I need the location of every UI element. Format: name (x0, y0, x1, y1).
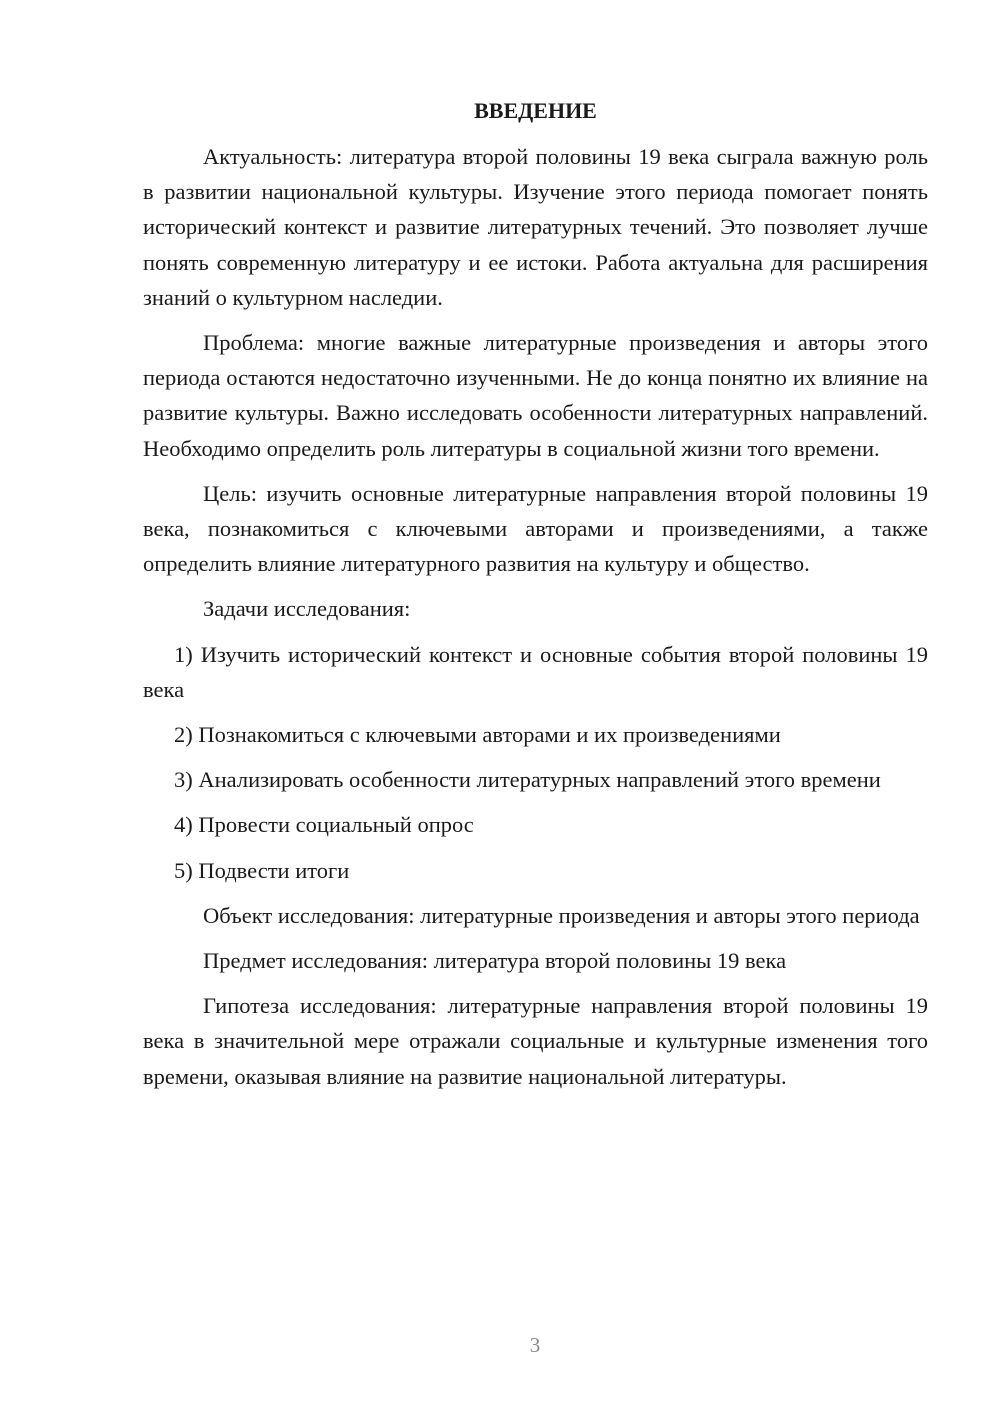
task-item: 2) Познакомиться с ключевыми авторами и их произведениями (174, 722, 781, 748)
task-item: 4) Провести социальный опрос (174, 812, 474, 838)
relevance-paragraph: Актуальность: литература второй половины 19 века сыграла важную роль в развитии национальной культуры. Изучение этого периода помогает понять исторический контекст и развитие литературных течений. Это позволяет лучше понять современную литературу и ее истоки. Работа актуальна для расширения знаний о культурном наследии. (143, 144, 928, 310)
object-paragraph: Объект исследования: литературные произведения и авторы этого периода (203, 902, 920, 928)
section-heading: ВВЕДЕНИЕ (474, 98, 597, 123)
tasks-list (143, 637, 928, 888)
page-number: 3 (529, 1333, 541, 1357)
problem-paragraph: Проблема: многие важные литературные произведения и авторы этого периода остаются недостаточно изученными. Не до конца понятно их влияние на развитие культуры. Важно исследовать особенности литературных направлений. Необходимо определить роль литературы в социальной жизни того времени. (143, 330, 928, 461)
task-item: 5) Подвести итоги (174, 857, 350, 883)
hypothesis-paragraph: Гипотеза исследования: литературные направления второй половины 19 века в значительной мере отражали социальные и культурные изменения того времени, оказывая влияние на развитие национальной литературы. (143, 993, 928, 1089)
tasks-title: Задачи исследования: (203, 596, 411, 622)
subject-paragraph: Предмет исследования: литература второй половины 19 века (203, 948, 787, 974)
task-item: 1) Изучить исторический контекст и основные события второй половины 19 века (143, 641, 928, 702)
goal-paragraph: Цель: изучить основные литературные направления второй половины 19 века, познакомиться с ключевыми авторами и произведениями, а также определить влияние литературного развития на культуру и общество. (143, 480, 928, 577)
task-item: 3) Анализировать особенности литературных направлений этого времени (174, 767, 881, 793)
document-page (143, 92, 928, 1104)
